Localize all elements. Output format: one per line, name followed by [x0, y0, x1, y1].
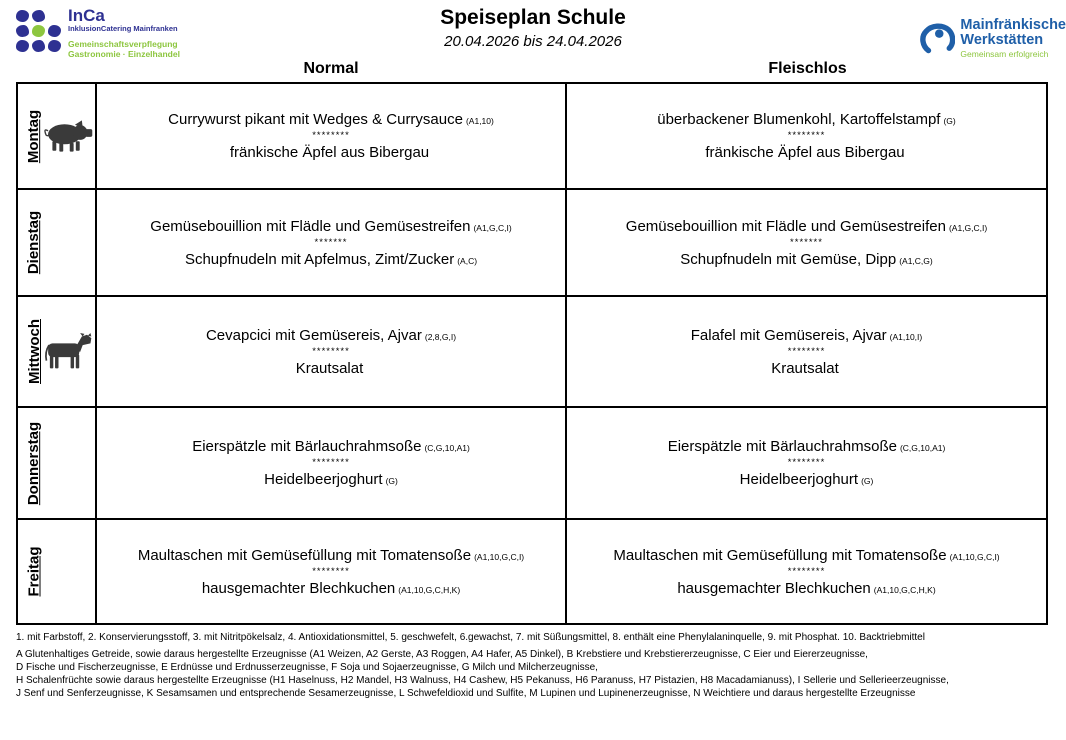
allergen-code: (C,G,10,A1) — [424, 443, 470, 453]
dish-line: überbackener Blumenkohl, Kartoffelstampf (G) — [657, 111, 956, 128]
day-label: Mittwoch — [25, 319, 43, 384]
day-cell — [18, 520, 97, 623]
allergen-code: (A1,10) — [465, 116, 494, 126]
meal-cell-fleischlos — [567, 84, 1046, 188]
mfw-logo-name-line1: Mainfränkische — [960, 17, 1066, 33]
mfw-logo-name-line2: Werkstätten — [960, 32, 1044, 48]
date-range: 20.04.2026 bis 24.04.2026 — [444, 33, 622, 50]
arch-figure-icon — [920, 18, 955, 60]
inca-logo-name: InCa — [68, 6, 105, 25]
day-cell — [18, 408, 97, 518]
allergen-code: (A1,C,G) — [899, 255, 933, 266]
dish-line: Eierspätzle mit Bärlauchrahmsoße (C,G,10,A1) — [667, 438, 946, 455]
allergen-code: (G) — [943, 116, 956, 126]
stars-separator: ******** — [787, 565, 826, 577]
dish-line: Krautsalat — [295, 359, 364, 377]
footnote-allergens-a: A Glutenhaltiges Getreide, sowie daraus hergestellte Erzeugnisse (A1 Weizen, A2 Gerste, A3 Roggen, A4 Hafer, A5 Dinkel), B Krebstiere und Krebstiererzeugnisse, C Eier und Eiererzeugnisse, — [16, 649, 868, 660]
meal-cell-normal — [97, 84, 567, 188]
dish-line: hausgemachter Blechkuchen (A1,10,G,C,H,K) — [201, 579, 461, 597]
table-row-montag — [18, 84, 1046, 190]
mfw-logo-tagline: Gemeinsam erfolgreich — [960, 49, 1049, 59]
menu-table — [16, 82, 1048, 625]
dish-line: Eierspätzle mit Bärlauchrahmsoße (C,G,10,A1) — [192, 438, 470, 455]
allergen-code: (A,C) — [457, 255, 478, 266]
dish-line: Heidelbeerjoghurt (G) — [739, 471, 874, 488]
day-label: Montag — [25, 109, 43, 163]
stars-separator: ******** — [312, 345, 350, 357]
meal-cell-fleischlos — [567, 190, 1046, 295]
cow-icon — [42, 333, 94, 371]
dish-line: Maultaschen mit Gemüsefüllung mit Tomatensoße (A1,10,G,C,I) — [613, 546, 1000, 564]
stars-separator: ******** — [312, 565, 350, 577]
dish-line: Gemüsebouillion mit Flädle und Gemüsestreifen (A1,G,C,I) — [150, 217, 512, 235]
stars-separator: ******** — [787, 457, 826, 468]
dish-line: Maultaschen mit Gemüsefüllung mit Tomatensoße (A1,10,G,C,I) — [137, 546, 525, 564]
pig-icon — [42, 118, 94, 154]
stars-separator: ******** — [312, 457, 350, 468]
dish-line: Gemüsebouillion mit Flädle und Gemüsestreifen (A1,G,C,I) — [625, 217, 988, 235]
mfw-logo — [920, 12, 1066, 66]
allergen-code: (A1,G,C,I) — [948, 222, 988, 233]
footnote-additives: 1. mit Farbstoff, 2. Konservierungsstoff, 3. mit Nitritpökelsalz, 4. Antioxidationsmittel, 5. geschwefelt, 6.gewachst, 7. mit Süßungsmittel, 8. enthält eine Phenylalaninquelle, 9. mit Phosphat. 10. Backtriebmittel — [16, 632, 925, 643]
dish-line: Falafel mit Gemüsereis, Ajvar (A1,10,I) — [690, 326, 923, 344]
table-row-mittwoch — [18, 297, 1046, 408]
footnote-allergens-j: J Senf und Senferzeugnisse, K Sesamsamen und entsprechende Sesamerzeugnisse, L Schwefeldioxid und Sulfite, M Lupinen und Lupinenerzeugnisse, N Weichtiere und daraus hergestellte Erzeugnisse — [16, 688, 916, 699]
inca-logo-line2: Gemeinschaftsverpflegung — [68, 39, 178, 49]
allergen-code: (C,G,10,A1) — [899, 443, 946, 453]
dish-line: Schupfnudeln mit Gemüse, Dipp (A1,C,G) — [680, 250, 933, 268]
table-row-donnerstag — [18, 408, 1046, 520]
stars-separator: ******** — [312, 130, 350, 141]
allergen-code: (A1,10,G,C,I) — [474, 551, 525, 562]
dish-line: Currywurst pikant mit Wedges & Currysauce (A1,10) — [168, 111, 494, 128]
inca-logo-line3: Gastronomie · Einzelhandel — [68, 49, 180, 59]
dish-line: Schupfnudeln mit Apfelmus, Zimt/Zucker (A,C) — [184, 250, 478, 268]
meal-cell-fleischlos — [567, 520, 1046, 623]
dish-line: fränkische Äpfel aus Bibergau — [705, 144, 905, 161]
stars-separator: ******* — [314, 236, 348, 248]
inca-logo-subtitle: InklusionCatering Mainfranken — [68, 24, 178, 33]
footnote-allergens-d: D Fische und Fischerzeugnisse, E Erdnüsse und Erdnusserzeugnisse, F Soja und Sojaerzeugnisse, G Milch und Milcherzeugnisse, — [16, 662, 598, 673]
meal-cell-fleischlos — [567, 408, 1046, 518]
day-label: Donnerstag — [25, 421, 43, 505]
day-label: Dienstag — [25, 210, 43, 275]
table-row-freitag — [18, 520, 1046, 623]
dish-line: Cevapcici mit Gemüsereis, Ajvar (2,8,G,I) — [205, 326, 457, 344]
allergen-code: (A1,10,G,C,I) — [949, 551, 1000, 562]
column-header-normal: Normal — [303, 60, 359, 77]
allergen-code: (2,8,G,I) — [424, 331, 457, 342]
day-cell — [18, 190, 97, 295]
page-title: Speiseplan Schule — [440, 6, 626, 29]
meal-cell-normal — [97, 408, 567, 518]
meal-cell-fleischlos — [567, 297, 1046, 406]
stars-separator: ******** — [787, 345, 826, 357]
dish-line: Krautsalat — [771, 359, 839, 377]
allergen-code: (A1,10,G,C,H,K) — [398, 584, 461, 595]
stars-separator: ******** — [787, 130, 826, 141]
meal-cell-normal — [97, 297, 567, 406]
footnote-allergens-h: H Schalenfrüchte sowie daraus hergestellte Erzeugnisse (H1 Haselnuss, H2 Mandel, H3 Walnuss, H4 Cashew, H5 Pekanuss, H6 Paranuss, H7 Pistazien, H8 Macadamianuss), I Sellerie und Sellerieerzeugnisse, — [16, 675, 949, 686]
day-label: Freitag — [25, 546, 43, 597]
stars-separator: ******* — [790, 236, 823, 248]
allergen-code: (G) — [861, 476, 874, 486]
allergen-code: (A1,10,I) — [889, 331, 923, 342]
dish-line: hausgemachter Blechkuchen (A1,10,G,C,H,K) — [677, 579, 936, 597]
allergen-code: (G) — [385, 476, 398, 486]
table-row-dienstag — [18, 190, 1046, 297]
allergen-code: (A1,10,G,C,H,K) — [873, 584, 936, 595]
meal-cell-normal — [97, 520, 567, 623]
dish-line: fränkische Äpfel aus Bibergau — [229, 144, 430, 161]
day-cell — [18, 297, 97, 406]
day-cell — [18, 84, 97, 188]
meal-cell-normal — [97, 190, 567, 295]
column-header-fleischlos: Fleischlos — [768, 60, 847, 77]
footnotes — [16, 631, 1062, 700]
dish-line: Heidelbeerjoghurt (G) — [264, 471, 398, 488]
allergen-code: (A1,G,C,I) — [473, 222, 512, 233]
